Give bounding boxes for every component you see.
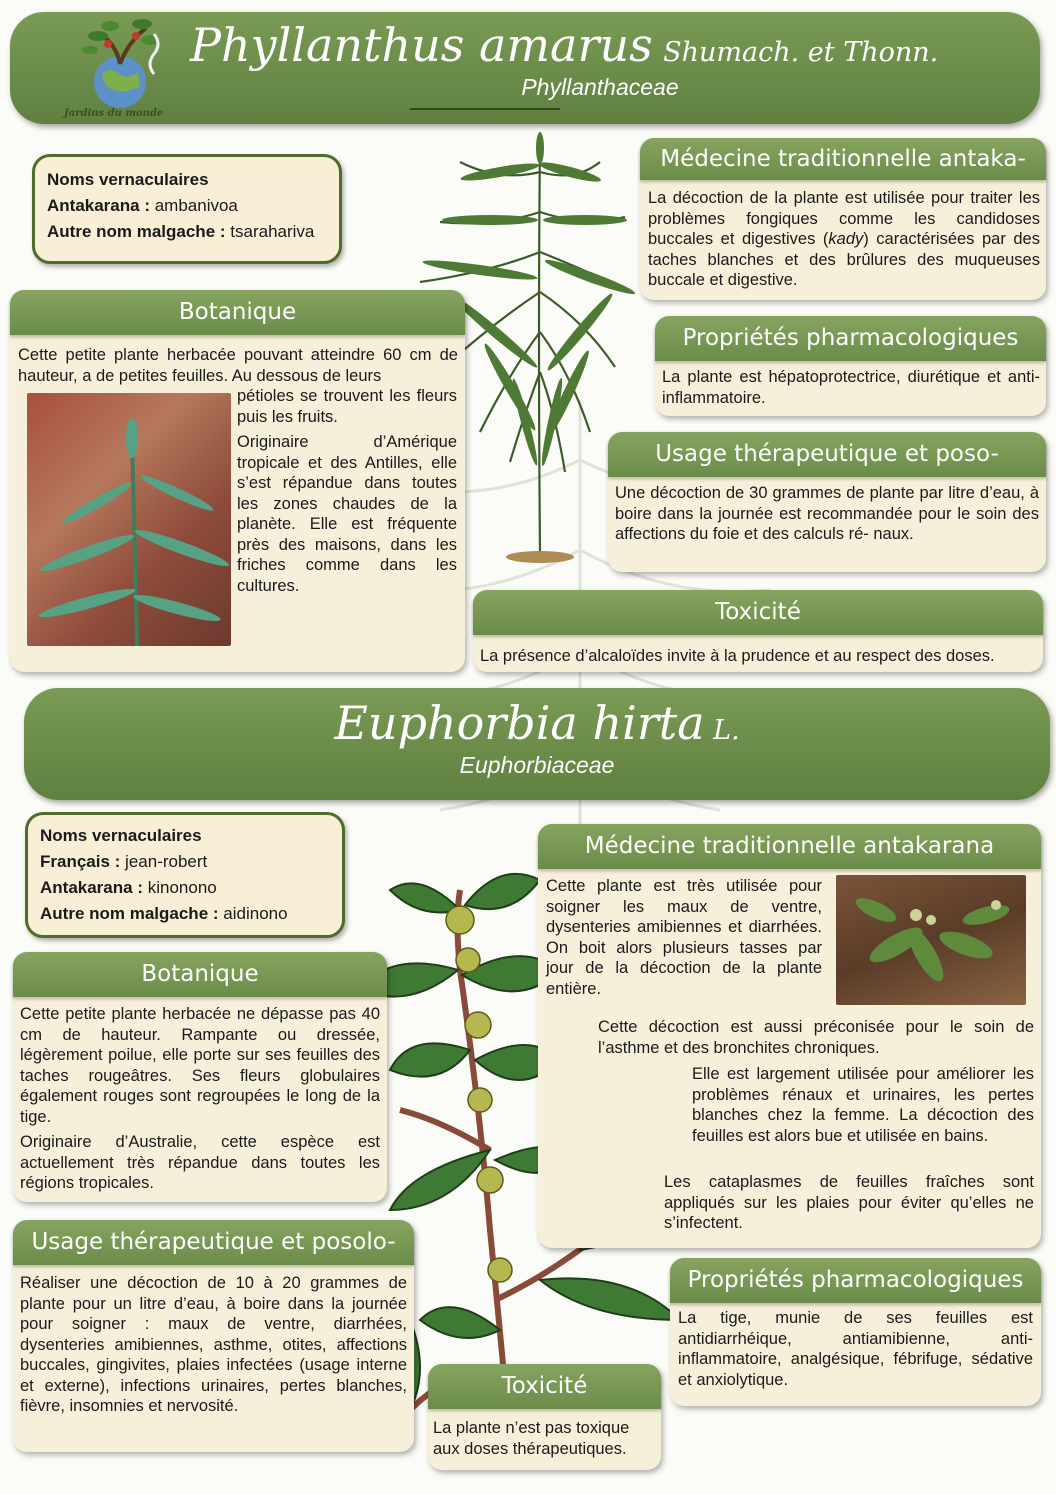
plant1-usage-text: Une décoction de 30 grammes de plante par litre d’eau, à boire dans la journée est recommandée pour le soin des affections du foie et des calculs ré- naux. <box>615 484 1039 543</box>
plant2-toxicite-header: Toxicité <box>428 1364 661 1409</box>
vernacular-title: Noms vernaculaires <box>40 826 202 845</box>
plant2-medecine-header: Médecine traditionnelle antakarana <box>538 824 1041 869</box>
vernacular-title: Noms vernaculaires <box>47 170 209 189</box>
jardins-du-monde-logo <box>50 14 190 122</box>
title-underline <box>410 108 560 110</box>
plant2-medecine-text4: Les cataplasmes de feuilles fraîches sont appliqués sur les plaies pour éviter qu’elles ne s’infectent. <box>664 1173 1034 1232</box>
plant1-author: Shumach. et Thonn. <box>663 37 939 68</box>
plant1-medecine-header: Médecine traditionnelle antaka- <box>640 138 1046 180</box>
plant2-family: Euphorbiaceae <box>459 752 615 778</box>
plant2-proprietes-header: Propriétés pharmacologiques <box>670 1258 1041 1303</box>
plant2-botanique-header: Botanique <box>13 952 387 997</box>
vernacular-antakarana: kinonono <box>147 878 217 897</box>
plant1-title-banner <box>10 12 1040 124</box>
vernacular-antakarana: ambanivoa <box>154 196 238 215</box>
plant1-vernacular-box: Noms vernaculaires Antakarana : ambanivoa Autre nom malgache : tsarahariva <box>32 154 342 264</box>
plant2-title-banner <box>24 688 1050 800</box>
plant1-medecine-text: La décoction de la plante est utilisée pour traiter les problèmes fongiques comme les candidoses buccales et digestives (kady) caractérisées par des taches blanches et des brûlures des muqueuses buccale et digestive. <box>648 189 1040 289</box>
plant2-usage-header: Usage thérapeutique et posolo- <box>13 1220 414 1265</box>
plant1-botanique-header: Botanique <box>10 290 465 335</box>
plant1-proprietes-header: Propriétés pharmacologiques <box>655 316 1046 361</box>
vernacular-malgache: aidinono <box>223 904 288 923</box>
vernacular-francais: jean-robert <box>125 852 208 871</box>
plant2-usage-text: Réaliser une décoction de 10 à 20 grammes de plante pour un litre d’eau, à boire dans la journée pour soigner : maux de ventre, diarrhées, dysenteries amibiennes, asthme, otites, affections buccales, gingivites, plaies infectées (usage interne et externe), infections urinaires, pertes blanches, fièvre, insomnies et nervosité. <box>20 1274 407 1415</box>
plant1-botanique-text2: pétioles se trouvent les fleurs puis les fruits. Originaire d’Amérique tropicale et des Antilles, elle s’est répandue dans toutes les zones chaudes de la planète. Elle est fréquente près des maisons, dans les friches comme dans les cultures. <box>237 387 457 595</box>
plant2-author: L. <box>713 715 740 746</box>
plant2-vernacular-box: Noms vernaculaires Français : jean-robert Antakarana : kinonono Autre nom malgache : aidinono <box>25 812 345 938</box>
plant1-family: Phyllanthaceae <box>521 74 679 100</box>
phyllanthus-photo <box>27 393 231 646</box>
plant2-medecine-text1: Cette plante est très utilisée pour soigner les maux de ventre, dysenteries amibiennes et diarrhées. On boit alors plusieurs tasses par jour de la décoction de la plante entière. <box>546 877 822 998</box>
plant1-proprietes-text: La plante est hépatoprotectrice, diurétique et anti-inflammatoire. <box>662 368 1040 407</box>
plant1-scientific-name: Phyllanthus amarus <box>190 18 653 72</box>
euphorbia-photo <box>836 875 1026 1005</box>
plant1-usage-header: Usage thérapeutique et poso- <box>608 432 1046 477</box>
plant2-medecine-text2: Cette décoction est aussi préconisée pour le soin de l’asthme et des bronchites chroniques. <box>598 1018 1034 1057</box>
plant1-toxicite-text: La présence d’alcaloïdes invite à la prudence et au respect des doses. <box>480 647 995 665</box>
globe-plant-icon <box>50 14 190 109</box>
plant2-scientific-name: Euphorbia hirta <box>334 696 705 750</box>
plant2-medecine-text3: Elle est largement utilisée pour améliorer les problèmes rénaux et urinaires, les pertes blanches chez la femme. La décoction des feuilles est alors bue et utilisée en bains. <box>692 1065 1034 1145</box>
plant1-botanique-text1: Cette petite plante herbacée pouvant atteindre 60 cm de hauteur, a de petites feuilles. Au dessous de leurs <box>18 346 458 385</box>
plant2-proprietes-text: La tige, munie de ses feuilles est antidiarrhéique, antiamibienne, anti-inflammatoire, analgésique, fébrifuge, sédative et anxiolytique. <box>678 1309 1033 1389</box>
logo-text: Jardins du monde <box>64 108 164 119</box>
plant2-botanique-text: Cette petite plante herbacée ne dépasse pas 40 cm de hauteur. Rampante ou dressée, légèrement poilue, elle porte sur ses feuilles des taches rougeâtres. Ses fleurs globulaires également rouges sont regroupées le long de la tige. Originaire d’Australie, cette espèce est actuellement très répandue dans toutes les régions tropicales. <box>20 1005 380 1192</box>
vernacular-malgache: tsarahariva <box>230 222 315 241</box>
plant2-toxicite-text: La plante n’est pas toxique aux doses thérapeutiques. <box>433 1419 630 1458</box>
plant1-toxicite-header: Toxicité <box>473 590 1043 635</box>
